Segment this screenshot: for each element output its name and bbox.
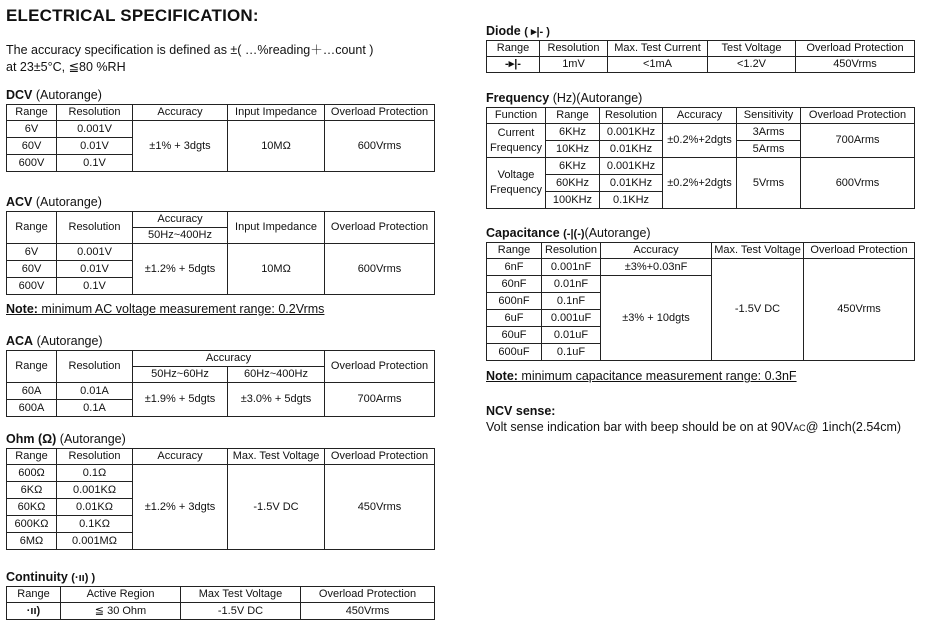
- header-cell: Resolution: [57, 212, 133, 244]
- capacitance-note-text: minimum capacitance measurement range: 0.3nF: [517, 369, 797, 383]
- ohm-heading: [6, 432, 126, 446]
- protection-cell: 450Vrms: [796, 57, 915, 73]
- ncv-text-a: Volt sense indication bar with beep should be on at 90V: [486, 420, 794, 434]
- protection-cell: 600Vrms: [325, 121, 435, 172]
- accuracy-cell: ±0.2%+2dgts: [663, 158, 737, 209]
- header-cell: Max Test Voltage: [181, 587, 301, 603]
- diode-table: [486, 40, 915, 73]
- continuity-heading: [6, 570, 95, 584]
- aca-name: ACA: [6, 334, 34, 348]
- accuracy-cell: ±1.2% + 3dgts: [133, 465, 228, 550]
- header-cell: Overload Protection: [301, 587, 435, 603]
- resolution-cell: 0.001KHz: [600, 124, 663, 141]
- accuracy-cell: ±1.9% + 5dgts: [133, 383, 228, 417]
- header-cell: Resolution: [542, 243, 601, 259]
- range-cell: 600KΩ: [7, 516, 57, 533]
- header-cell: Test Voltage: [708, 41, 796, 57]
- header-cell: Range: [487, 41, 540, 57]
- resolution-cell: 0.001KHz: [600, 158, 663, 175]
- header-cell: Overload Protection: [325, 351, 435, 383]
- ohm-name: Ohm (Ω): [6, 432, 57, 446]
- header-cell: Overload Protection: [801, 108, 915, 124]
- accuracy-cell: ±3.0% + 5dgts: [228, 383, 325, 417]
- header-cell: Resolution: [600, 108, 663, 124]
- protection-cell: 450Vrms: [301, 603, 435, 620]
- voltage-cell: -1.5V DC: [181, 603, 301, 620]
- continuity-table: [6, 586, 435, 620]
- sensitivity-cell: 3Arms: [737, 124, 801, 141]
- header-cell: 50Hz~60Hz: [133, 367, 228, 383]
- range-cell: 60uF: [487, 327, 542, 344]
- header-cell: Input Impedance: [228, 105, 325, 121]
- acv-note-label: Note:: [6, 302, 38, 316]
- resolution-cell: 0.001nF: [542, 259, 601, 276]
- resolution-cell: 0.01V: [57, 138, 133, 155]
- header-cell: Range: [7, 449, 57, 465]
- resolution-cell: 1mV: [540, 57, 608, 73]
- range-cell: 6V: [7, 121, 57, 138]
- protection-cell: 600Vrms: [325, 244, 435, 295]
- function-label: Voltage: [497, 169, 535, 181]
- ncv-title: NCV sense:: [486, 404, 556, 418]
- header-cell: Range: [7, 587, 61, 603]
- resolution-cell: 0.1KΩ: [57, 516, 133, 533]
- header-cell: Range: [7, 105, 57, 121]
- sensitivity-cell: 5Arms: [737, 141, 801, 158]
- diode-range-icon: -▸|-: [487, 57, 540, 73]
- protection-cell: 450Vrms: [325, 465, 435, 550]
- protection-cell: 700Arms: [325, 383, 435, 417]
- intro-line-2: at 23±5°C, ≦80 %RH: [6, 60, 126, 74]
- ohm-table: [6, 448, 435, 550]
- current-cell: <1mA: [608, 57, 708, 73]
- accuracy-cell: ±3% + 10dgts: [601, 276, 712, 361]
- resolution-cell: 0.1A: [57, 400, 133, 417]
- resolution-cell: 0.001V: [57, 121, 133, 138]
- accuracy-cell: ±0.2%+2dgts: [663, 124, 737, 158]
- resolution-cell: 0.01KΩ: [57, 499, 133, 516]
- resolution-cell: 0.1nF: [542, 293, 601, 310]
- range-cell: 60V: [7, 261, 57, 278]
- range-cell: 60A: [7, 383, 57, 400]
- diode-icon: ( ▸|- ): [524, 26, 550, 38]
- header-cell: Range: [487, 243, 542, 259]
- range-cell: 600A: [7, 400, 57, 417]
- range-cell: 60KΩ: [7, 499, 57, 516]
- function-label: Frequency: [490, 184, 542, 196]
- header-cell: Accuracy: [663, 108, 737, 124]
- intro-line-1: The accuracy specification is defined as ±( …%reading＋…count ): [6, 43, 374, 57]
- acv-table: [6, 211, 435, 295]
- resolution-cell: 0.1V: [57, 278, 133, 295]
- header-cell: Range: [7, 212, 57, 244]
- resolution-cell: 0.01V: [57, 261, 133, 278]
- accuracy-cell: ±1.2% + 5dgts: [133, 244, 228, 295]
- capacitance-note-label: Note:: [486, 369, 518, 383]
- accuracy-cell: ±1% + 3dgts: [133, 121, 228, 172]
- header-cell: Range: [7, 351, 57, 383]
- dcv-mode: (Autorange): [35, 88, 102, 102]
- frequency-name: Frequency: [486, 91, 550, 105]
- dcv-table: [6, 104, 435, 172]
- resolution-cell: 0.01KHz: [600, 175, 663, 192]
- header-cell: Accuracy: [601, 243, 712, 259]
- range-cell: 100KHz: [546, 192, 600, 209]
- resolution-cell: 0.001V: [57, 244, 133, 261]
- header-cell: Sensitivity: [737, 108, 801, 124]
- range-cell: 600V: [7, 155, 57, 172]
- resolution-cell: 0.01KHz: [600, 141, 663, 158]
- header-cell: Overload Protection: [804, 243, 915, 259]
- voltage-cell: -1.5V DC: [712, 259, 804, 361]
- range-cell: 6KΩ: [7, 482, 57, 499]
- capacitance-mode: (Autorange): [584, 226, 651, 240]
- header-cell: Range: [546, 108, 600, 124]
- diode-heading: [486, 24, 550, 38]
- continuity-name: Continuity: [6, 570, 68, 584]
- resolution-cell: 0.001uF: [542, 310, 601, 327]
- aca-table: [6, 350, 435, 417]
- resolution-cell: 0.001MΩ: [57, 533, 133, 550]
- capacitor-icon: (-|(-): [563, 228, 585, 240]
- range-cell: 6KHz: [546, 158, 600, 175]
- ncv-text: [486, 419, 901, 436]
- function-cell: [487, 124, 546, 158]
- capacitance-name: Capacitance: [486, 226, 560, 240]
- voltage-cell: <1.2V: [708, 57, 796, 73]
- acv-heading: [6, 195, 102, 209]
- resolution-cell: 0.01nF: [542, 276, 601, 293]
- resolution-cell: 0.1Ω: [57, 465, 133, 482]
- ncv-text-b: @ 1inch(2.54cm): [805, 420, 902, 434]
- resolution-cell: 0.01uF: [542, 327, 601, 344]
- resolution-cell: 0.1KHz: [600, 192, 663, 209]
- range-cell: 6MΩ: [7, 533, 57, 550]
- header-cell: Max. Test Current: [608, 41, 708, 57]
- continuity-icon: (·ıı) ): [71, 572, 96, 584]
- header-cell: Max. Test Voltage: [712, 243, 804, 259]
- header-cell: Input Impedance: [228, 212, 325, 244]
- header-cell: Resolution: [57, 351, 133, 383]
- range-cell: 60KHz: [546, 175, 600, 192]
- ncv-heading: [486, 404, 555, 418]
- impedance-cell: 10MΩ: [228, 244, 325, 295]
- range-cell: 6nF: [487, 259, 542, 276]
- header-cell: 50Hz~400Hz: [133, 228, 228, 244]
- header-cell: Resolution: [540, 41, 608, 57]
- frequency-table: [486, 107, 915, 209]
- header-cell: Max. Test Voltage: [228, 449, 325, 465]
- header-cell: Function: [487, 108, 546, 124]
- range-cell: 600Ω: [7, 465, 57, 482]
- range-cell: 10KHz: [546, 141, 600, 158]
- protection-cell: 700Arms: [801, 124, 915, 158]
- header-cell: Resolution: [57, 449, 133, 465]
- ncv-text-sub: AC: [793, 423, 806, 433]
- region-cell: ≦ 30 Ohm: [61, 603, 181, 620]
- acv-name: ACV: [6, 195, 33, 209]
- range-cell: 60V: [7, 138, 57, 155]
- ohm-mode: (Autorange): [59, 432, 126, 446]
- header-cell: Accuracy: [133, 449, 228, 465]
- diode-name: Diode: [486, 24, 521, 38]
- aca-heading: [6, 334, 103, 348]
- resolution-cell: 0.1V: [57, 155, 133, 172]
- header-cell: Overload Protection: [796, 41, 915, 57]
- resolution-cell: 0.1uF: [542, 344, 601, 361]
- header-cell: Accuracy: [133, 212, 228, 228]
- acv-note: [6, 302, 324, 316]
- continuity-range-icon: ·ıı): [7, 603, 61, 620]
- capacitance-note: [486, 369, 797, 383]
- accuracy-cell: ±3%+0.03nF: [601, 259, 712, 276]
- page-title: ELECTRICAL SPECIFICATION:: [6, 6, 259, 25]
- range-cell: 600V: [7, 278, 57, 295]
- capacitance-table: [486, 242, 915, 361]
- acv-mode: (Autorange): [35, 195, 102, 209]
- resolution-cell: 0.01A: [57, 383, 133, 400]
- frequency-heading: [486, 91, 642, 105]
- range-cell: 6KHz: [546, 124, 600, 141]
- header-cell: Overload Protection: [325, 449, 435, 465]
- protection-cell: 600Vrms: [801, 158, 915, 209]
- header-cell: 60Hz~400Hz: [228, 367, 325, 383]
- impedance-cell: 10MΩ: [228, 121, 325, 172]
- voltage-cell: -1.5V DC: [228, 465, 325, 550]
- range-cell: 600uF: [487, 344, 542, 361]
- function-label: Current: [497, 126, 535, 139]
- protection-cell: 450Vrms: [804, 259, 915, 361]
- capacitance-heading: [486, 226, 651, 240]
- header-cell: Resolution: [57, 105, 133, 121]
- header-cell: Accuracy: [133, 351, 325, 367]
- header-cell: Overload Protection: [325, 105, 435, 121]
- range-cell: 60nF: [487, 276, 542, 293]
- resolution-cell: 0.001KΩ: [57, 482, 133, 499]
- header-cell: Accuracy: [133, 105, 228, 121]
- aca-mode: (Autorange): [36, 334, 103, 348]
- function-label: Frequency: [490, 141, 542, 154]
- sensitivity-cell: 5Vrms: [737, 158, 801, 209]
- dcv-name: DCV: [6, 88, 33, 102]
- range-cell: 6uF: [487, 310, 542, 327]
- acv-note-text: minimum AC voltage measurement range: 0.2Vrms: [37, 302, 325, 316]
- range-cell: 600nF: [487, 293, 542, 310]
- header-cell: Active Region: [61, 587, 181, 603]
- header-cell: Overload Protection: [325, 212, 435, 244]
- dcv-heading: [6, 88, 102, 102]
- range-cell: 6V: [7, 244, 57, 261]
- function-cell: [487, 158, 546, 209]
- frequency-mode: (Hz)(Autorange): [552, 91, 643, 105]
